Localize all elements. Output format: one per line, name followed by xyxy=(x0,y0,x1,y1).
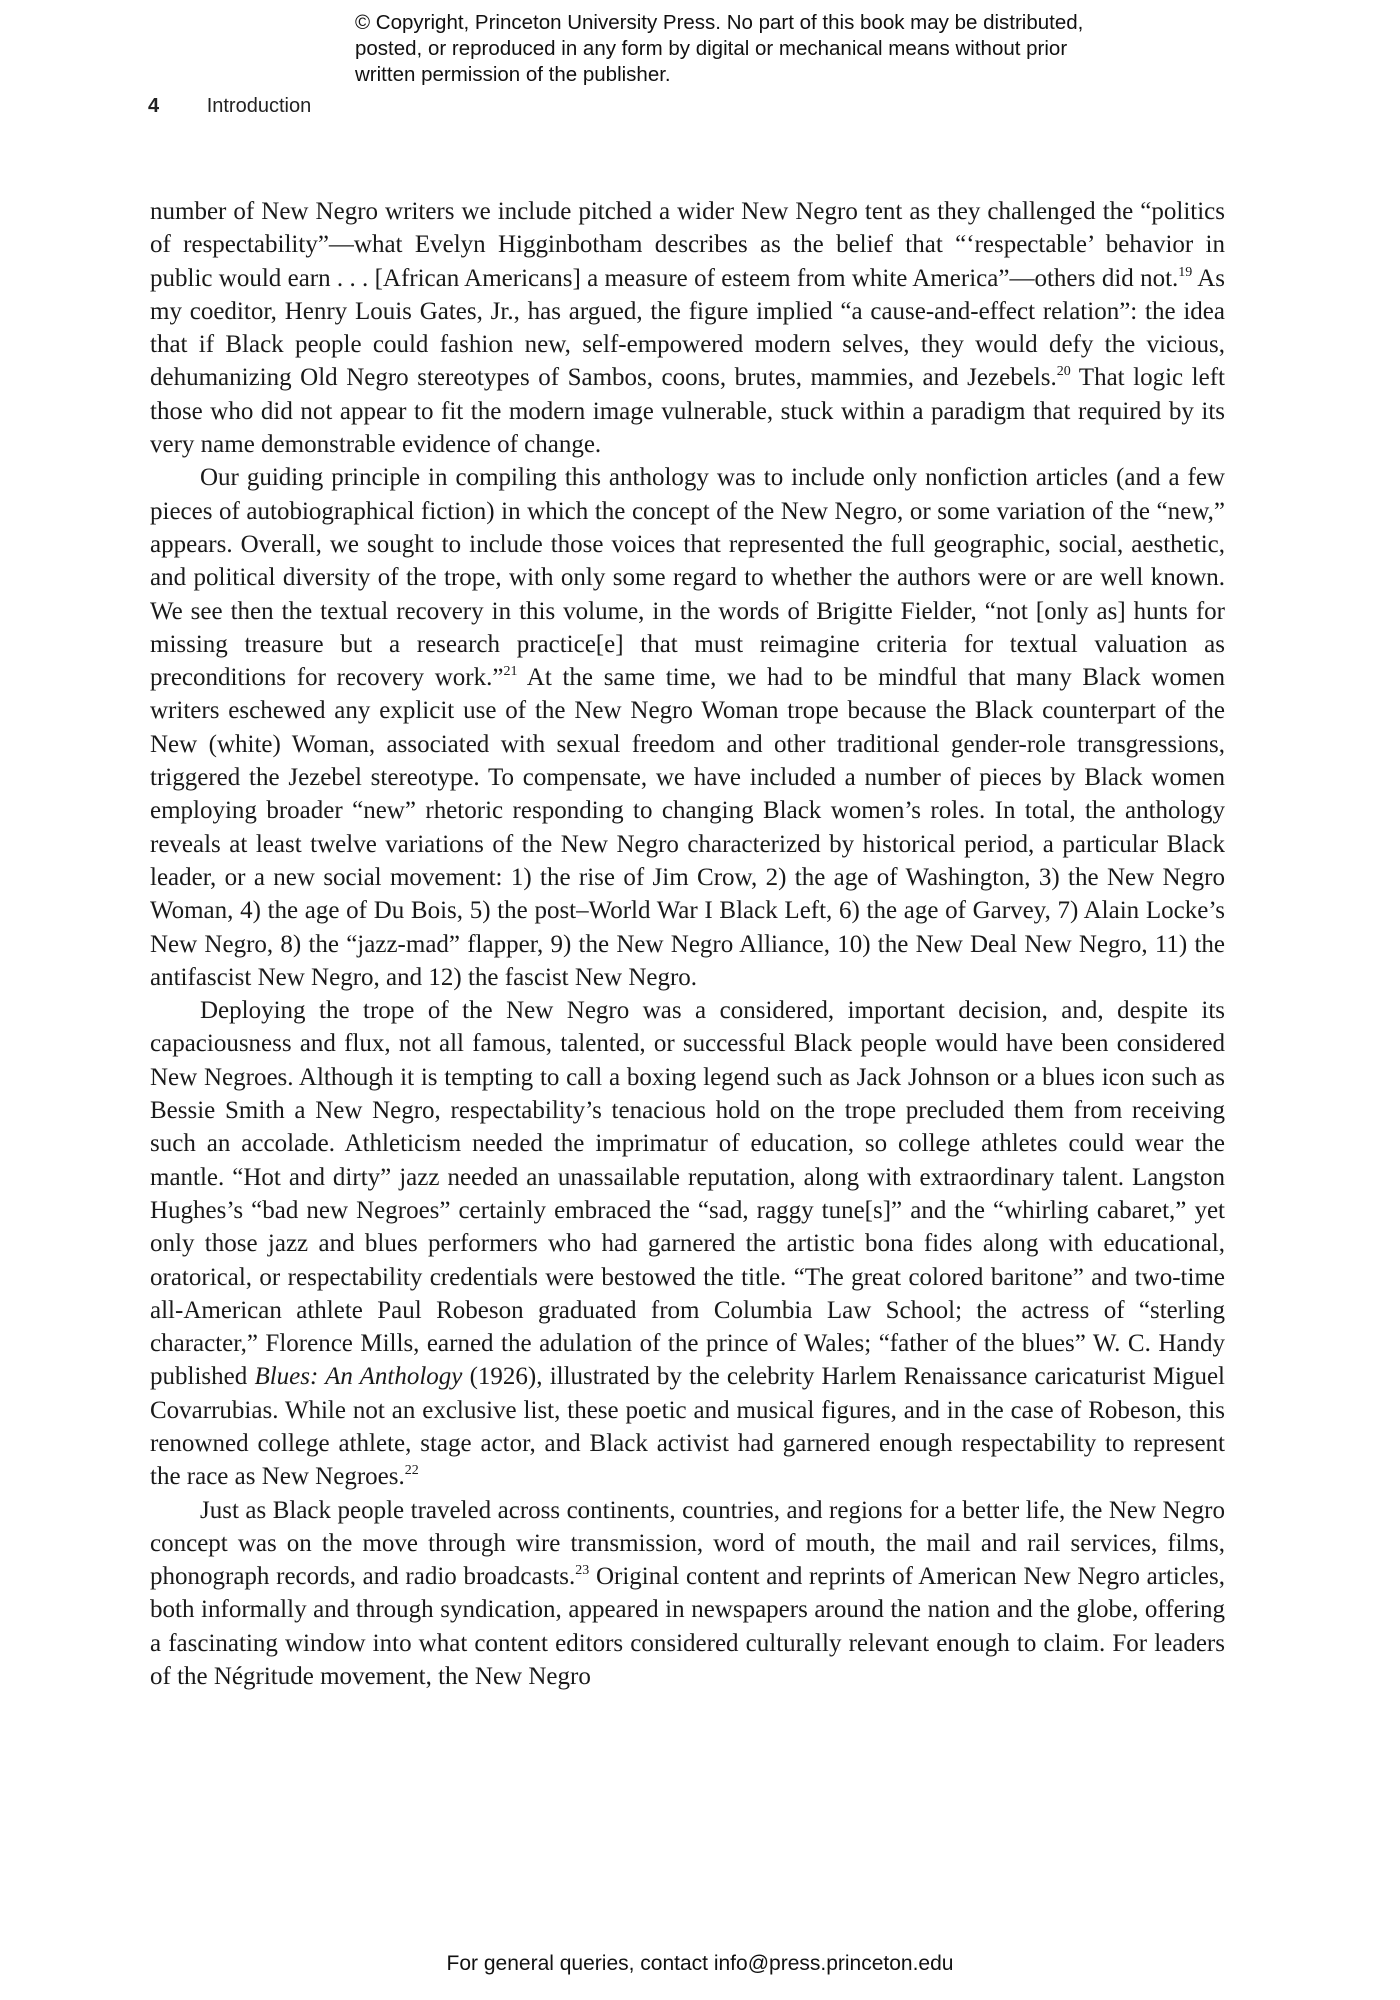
book-title: Blues: An Anthology xyxy=(254,1363,463,1391)
body-text xyxy=(150,195,1225,1693)
paragraph-text: That logic left those who did not appear to fit the modern image vulnerable, stuck within a paradigm that required by its very name demonstrable evidence of change. xyxy=(150,364,1225,459)
paragraph-3 xyxy=(150,994,1225,1493)
running-head xyxy=(148,95,311,118)
footnote-ref-23: 23 xyxy=(575,1563,590,1579)
copyright-notice: © Copyright, Princeton University Press. No part of this book may be distributed, posted, or reproduced in any form by digital or mechanical means without prior written permission of the publisher. xyxy=(355,11,1084,86)
paragraph-text: number of New Negro writers we include pitched a wider New Negro tent as they challenged the “politics of respectability”—what Evelyn Higginbotham describes as the belief that “‘respectable’ behavior in public would earn . . . [African Americans] a measure of esteem from white America”—others did not. xyxy=(150,198,1225,292)
footnote-ref-19: 19 xyxy=(1178,264,1193,280)
paragraph-text: Our guiding principle in compiling this anthology was to include only nonfiction articles (and a few pieces of autobiographical fiction) in which the concept of the New Negro, or some variation of the “new,” appears. Overall, we sought to include those voices that represented the full geographic, social, aesthetic, and political diversity of the trope, with only some regard to whether the authors were or are well known. We see then the textual recovery in this volume, in the words of Brigitte Fielder, “not [only as] hunts for missing treasure but a research practice[e] that must reimagine criteria for textual valuation as preconditions for recovery work.” xyxy=(150,464,1225,692)
footnote-ref-20: 20 xyxy=(1056,364,1071,380)
paragraph-text: Deploying the trope of the New Negro was a considered, important decision, and, despite its capaciousness and flux, not all famous, talented, or successful Black people would have been considered New Negroes. Although it is tempting to call a boxing legend such as Jack Johnson or a blues icon such as Bessie Smith a New Negro, respectability’s tenacious hold on the trope precluded them from receiving such an accolade. Athleticism needed the imprimatur of education, so college athletes could wear the mantle. “Hot and dirty” jazz needed an unassailable reputation, along with extraordinary talent. Langston Hughes’s “bad new Negroes” certainly embraced the “sad, raggy tune[s]” and the “whirling cabaret,” yet only those jazz and blues performers who had garnered the artistic bona fides along with educational, oratorical, or respectability credentials were bestowed the title. “The great colored baritone” and two-time all-American athlete Paul Robeson graduated from Columbia Law School; the actress of “sterling character,” Florence Mills, earned the adulation of the prince of Wales; “father of the blues” W. C. Handy published xyxy=(150,997,1225,1391)
paragraph-1 xyxy=(150,195,1225,461)
paragraph-text: At the same time, we had to be mindful that many Black women writers eschewed any explicit use of the New Negro Woman trope because the Black counterpart of the New (white) Woman, associated with sexual freedom and other traditional gender-role transgressions, triggered the Jezebel stereotype. To compensate, we have included a number of pieces by Black women employing broader “new” rhetoric responding to changing Black women’s roles. In total, the anthology reveals at least twelve variations of the New Negro characterized by historical period, a particular Black leader, or a new social movement: 1) the rise of Jim Crow, 2) the age of Washington, 3) the New Negro Woman, 4) the age of Du Bois, 5) the post–World War I Black Left, 6) the age of Garvey, 7) Alain Locke’s New Negro, 8) the “jazz-mad” flapper, 9) the New Negro Alliance, 10) the New Deal New Negro, 11) the antifascist New Negro, and 12) the fascist New Negro. xyxy=(150,664,1225,991)
paragraph-text: As my coeditor, Henry Louis Gates, Jr., has argued, the figure implied “a cause-and-effect relation”: the idea that if Black people could fashion new, self-empowered modern selves, they would defy the vicious, dehumanizing Old Negro stereotypes of Sambos, coons, brutes, mammies, and Jezebels. xyxy=(150,264,1226,392)
paragraph-text: Original content and reprints of American New Negro articles, both informally and through syndication, appeared in newspapers around the nation and the globe, offering a fascinating window into what content editors considered culturally relevant enough to claim. For leaders of the Négritude movement, the New Negro xyxy=(150,1563,1225,1691)
footnote-ref-22: 22 xyxy=(404,1463,419,1479)
paragraph-2 xyxy=(150,461,1225,994)
paragraph-4 xyxy=(150,1494,1225,1694)
paragraph-text: Just as Black people traveled across continents, countries, and regions for a better life, the New Negro concept was on the move through wire transmission, word of mouth, the mail and rail services, films, phonograph records, and radio broadcasts. xyxy=(150,1496,1225,1591)
section-title: Introduction xyxy=(206,95,312,117)
footer-contact: For general queries, contact info@press.princeton.edu xyxy=(446,1952,954,1975)
paragraph-text: (1926), illustrated by the celebrity Harlem Renaissance caricaturist Miguel Covarrubias. While not an exclusive list, these poetic and musical figures, and in the case of Robeson, this renowned college athlete, stage actor, and Black activist had garnered enough respectability to represent the race as New Negroes. xyxy=(150,1363,1225,1491)
footnote-ref-21: 21 xyxy=(503,664,518,680)
page-number: 4 xyxy=(148,95,160,117)
